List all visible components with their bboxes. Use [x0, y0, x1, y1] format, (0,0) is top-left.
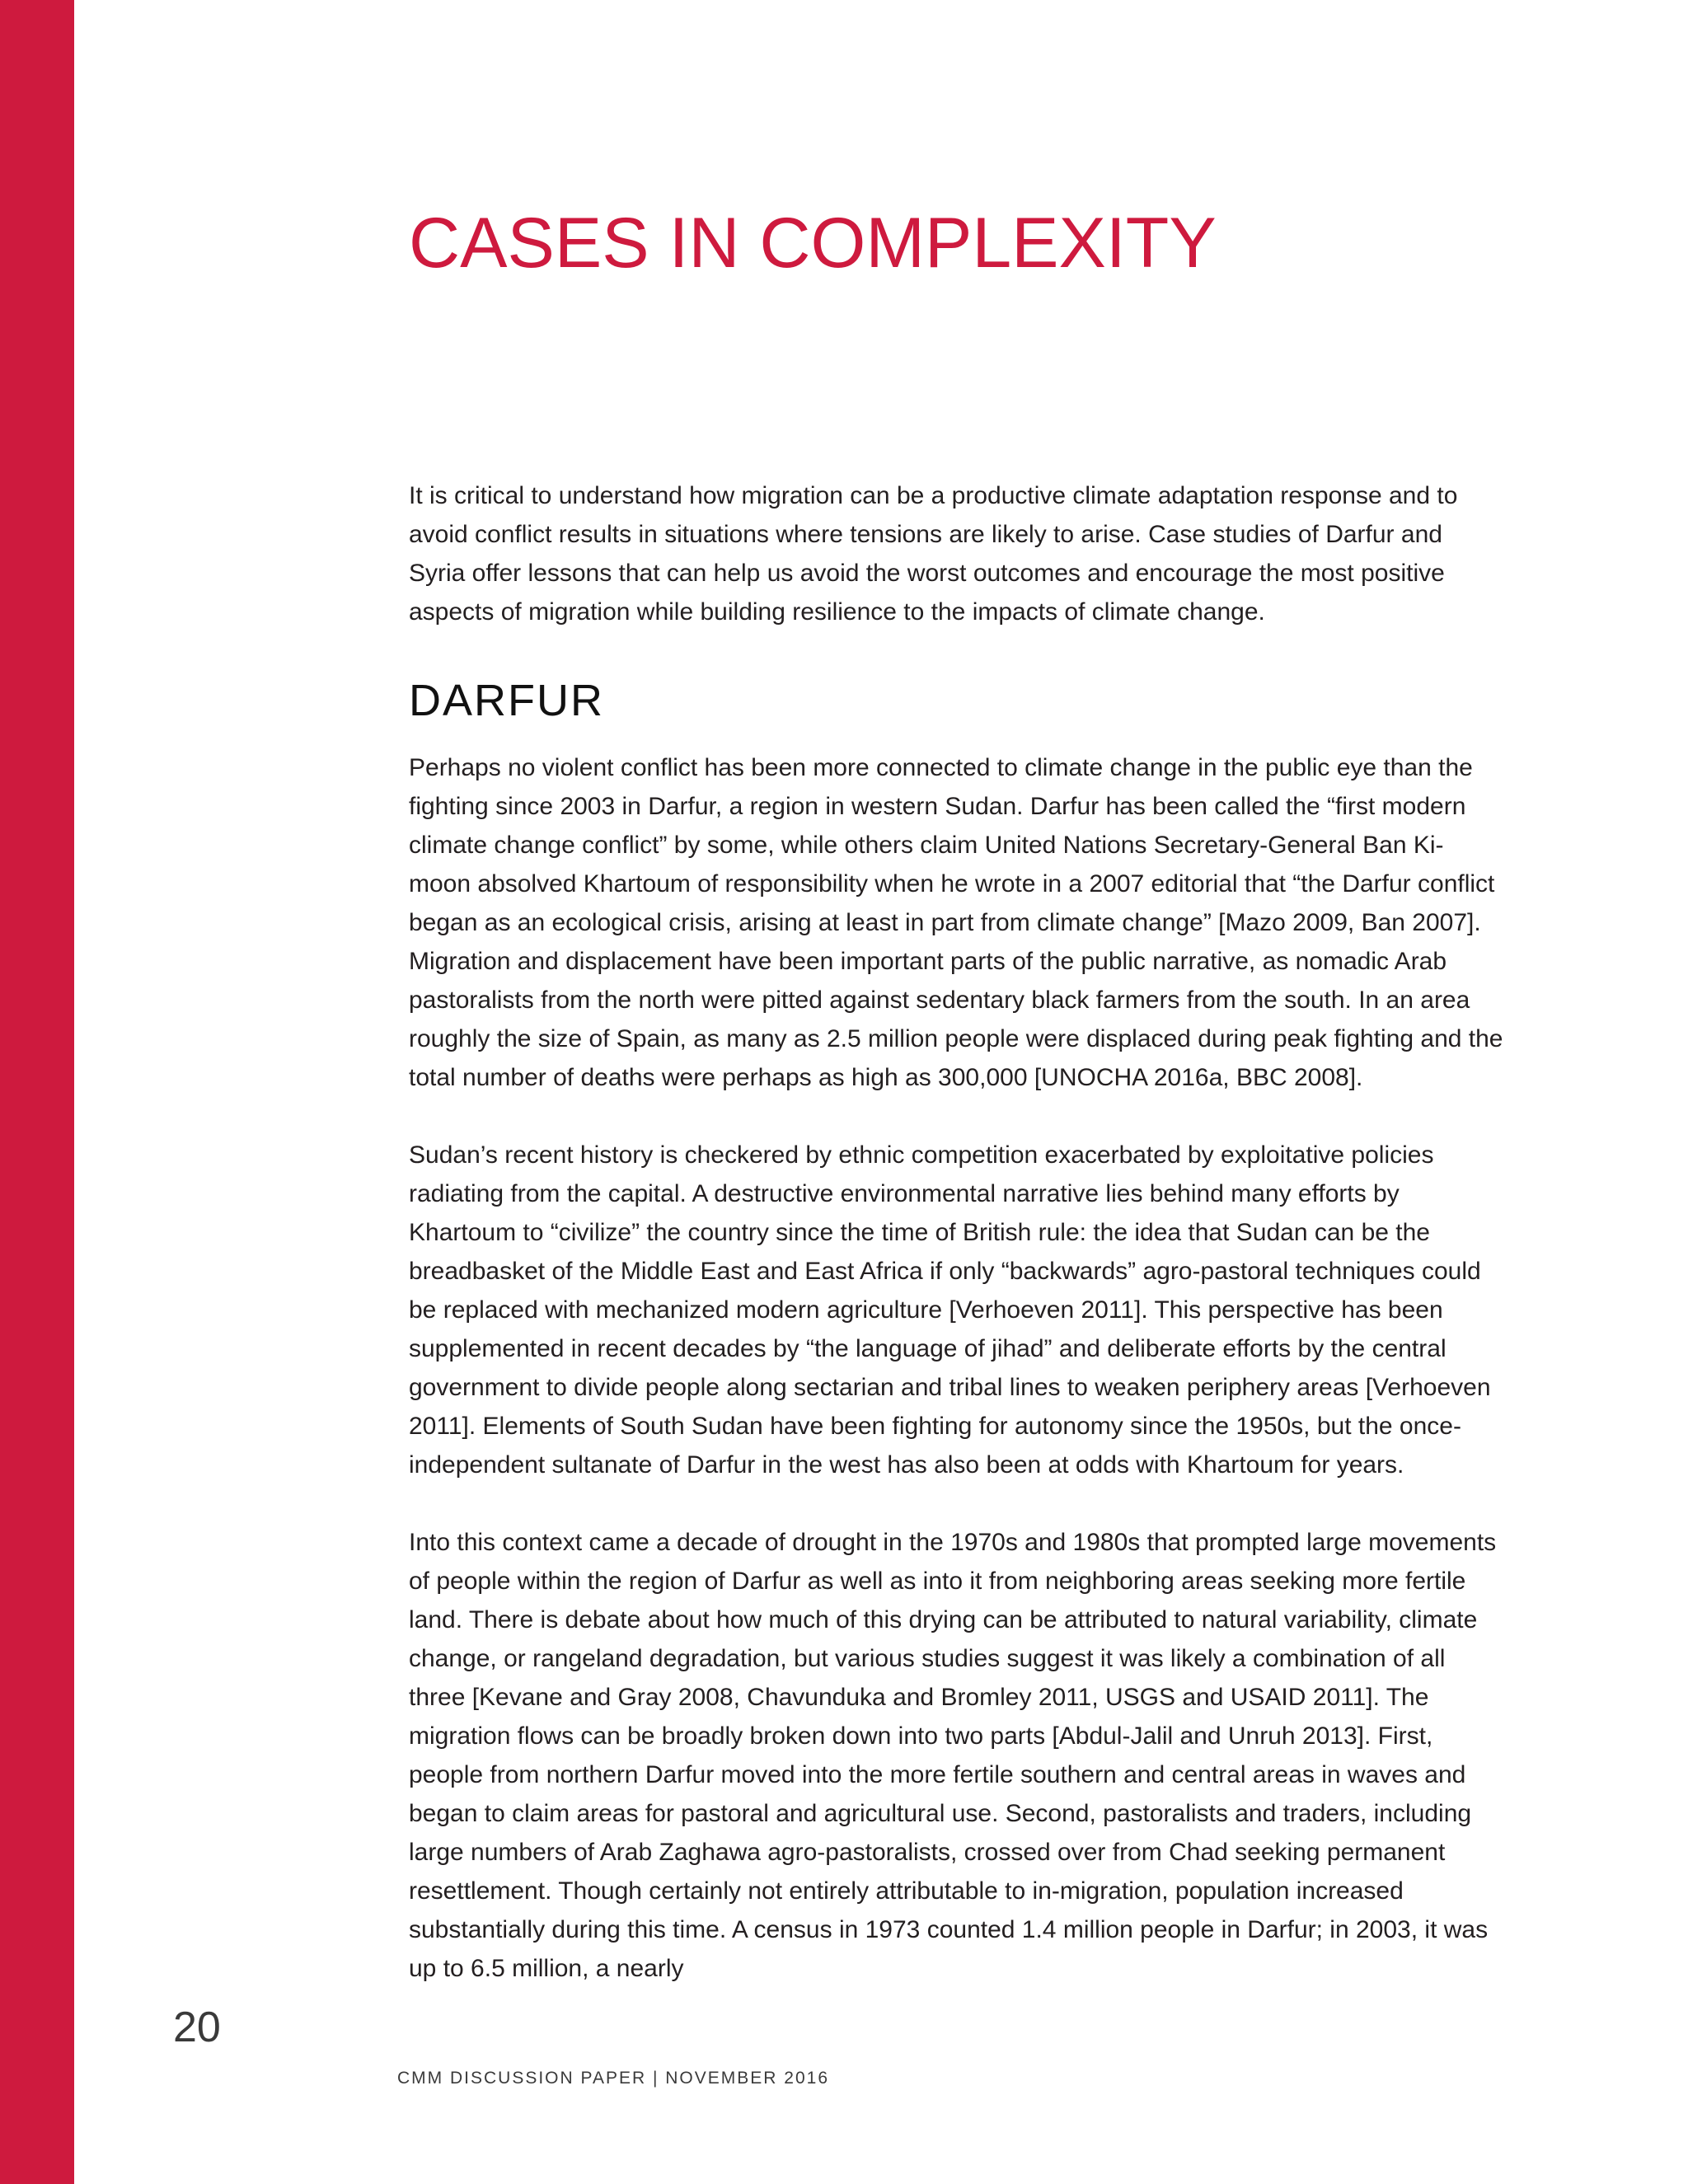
body-paragraph-3: Into this context came a decade of drought in the 1970s and 1980s that prompted large movements of people within the region of Darfur as well as into it from neighboring areas seeking more fertile land. There is debate about how much of this drying can be attributed to natural variability, climate change, or rangeland degradation, but various studies suggest it was likely a combination of all three [Kevane and Gray 2008, Chavunduka and Bromley 2011, USGS and USAID 2011]. The migration flows can be broadly broken down into two parts [Abdul-Jalil and Unruh 2013]. First, people from northern Darfur moved into the more fertile southern and central areas in waves and began to claim areas for pastoral and agricultural use. Second, pastoralists and traders, including large numbers of Arab Zaghawa agro-pastoralists, crossed over from Chad seeking permanent resettlement. Though certainly not entirely attributable to in-migration, population increased substantially during this time. A census in 1973 counted 1.4 million people in Darfur; in 2003, it was up to 6.5 million, a nearly — [409, 1529, 1497, 1982]
section-body — [409, 748, 1505, 1988]
page-title: CASES IN COMPLEXITY — [409, 204, 1217, 283]
body-paragraph-1: Perhaps no violent conflict has been more connected to climate change in the public eye than the fighting since 2003 in Darfur, a region in western Sudan. Darfur has been called the “first modern climate change conflict” by some, while others claim United Nations Secretary-General Ban Ki-moon absolved Khartoum of responsibility when he wrote in a 2007 editorial that “the Darfur conflict began as an ecological crisis, arising at least in part from climate change” [Mazo 2009, Ban 2007]. Migration and displacement have been important parts of the public narrative, as nomadic Arab pastoralists from the north were pitted against sedentary black farmers from the south. In an area roughly the size of Spain, as many as 2.5 million people were displaced during peak fighting and the total number of deaths were perhaps as high as 300,000 [UNOCHA 2016a, BBC 2008]. — [409, 754, 1503, 1091]
left-accent-bar — [0, 0, 74, 2184]
page-number: 20 — [173, 2004, 221, 2051]
intro-block — [409, 476, 1505, 631]
intro-paragraph: It is critical to understand how migration can be a productive climate adaptation response and to avoid conflict results in situations where tensions are likely to arise. Case studies of Darfur and Syria offer lessons that can help us avoid the worst outcomes and encourage the most positive aspects of migration while building resilience to the impacts of climate change. — [409, 482, 1458, 626]
body-paragraph-2: Sudan’s recent history is checkered by ethnic competition exacerbated by exploitative policies radiating from the capital. A destructive environmental narrative lies behind many efforts by Khartoum to “civilize” the country since the time of British rule: the idea that Sudan can be the breadbasket of the Middle East and East Africa if only “backwards” agro-pastoral techniques could be replaced with mechanized modern agriculture [Verhoeven 2011]. This perspective has been supplemented in recent decades by “the language of jihad” and deliberate efforts by the central government to divide people along sectarian and tribal lines to weaken periphery areas [Verhoeven 2011]. Elements of South Sudan have been fighting for autonomy since the 1950s, but the once-independent sultanate of Darfur in the west has also been at odds with Khartoum for years. — [409, 1141, 1491, 1479]
section-heading: DARFUR — [409, 676, 604, 725]
footer-publication: CMM DISCUSSION PAPER | NOVEMBER 2016 — [397, 2069, 830, 2088]
